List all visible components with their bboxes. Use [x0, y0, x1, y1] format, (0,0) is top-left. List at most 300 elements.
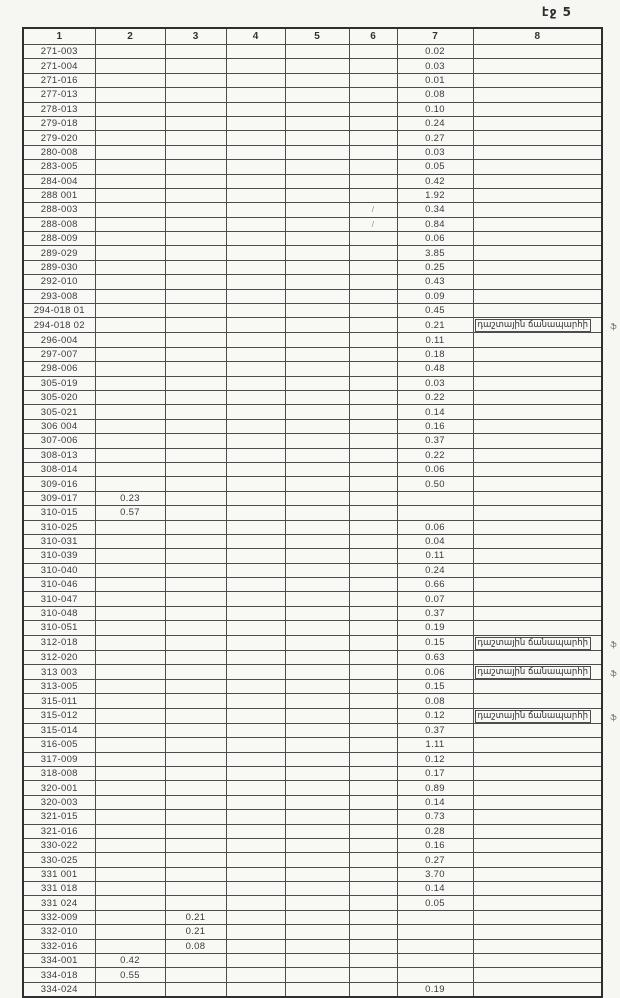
- cell-col6: [349, 376, 397, 390]
- cell-col7: 0.07: [397, 592, 473, 606]
- cell-col3: 0.21: [165, 910, 226, 924]
- cell-col8: [473, 592, 602, 606]
- cell-col4: [226, 318, 285, 333]
- table-row: [23, 45, 602, 59]
- cell-col3: [165, 795, 226, 809]
- table-row: [23, 116, 602, 130]
- cell-col2: [95, 635, 165, 650]
- cell-col2: [95, 853, 165, 867]
- cell-col6: [349, 665, 397, 680]
- cell-col6: [349, 448, 397, 462]
- table-row: [23, 635, 602, 650]
- cell-col4: [226, 188, 285, 202]
- cell-col4: [226, 304, 285, 318]
- cell-col1: 309-017: [23, 491, 95, 505]
- cell-col1: 283-005: [23, 160, 95, 174]
- cell-col3: [165, 434, 226, 448]
- cell-col8: [473, 304, 602, 318]
- cell-col3: [165, 160, 226, 174]
- cell-col1: 288-009: [23, 232, 95, 246]
- cell-col1: 315-014: [23, 723, 95, 737]
- cell-col8: [473, 217, 602, 231]
- cell-col8: [473, 434, 602, 448]
- cell-col3: [165, 621, 226, 635]
- cell-col7: 0.03: [397, 145, 473, 159]
- column-header-1: 1: [23, 28, 95, 45]
- table-row: [23, 752, 602, 766]
- cell-col2: [95, 534, 165, 548]
- cell-col1: 310-051: [23, 621, 95, 635]
- cell-col3: [165, 88, 226, 102]
- cell-col4: [226, 968, 285, 982]
- cell-col2: [95, 203, 165, 217]
- table-row: [23, 506, 602, 520]
- cell-col5: [285, 462, 349, 476]
- cell-col8: [473, 116, 602, 130]
- table-row: [23, 896, 602, 910]
- cell-col8: [473, 910, 602, 924]
- table-row: [23, 810, 602, 824]
- road-type-label: դաշտային ճանապարհի: [475, 637, 592, 650]
- cell-col8: [473, 73, 602, 87]
- cell-col4: [226, 347, 285, 361]
- table-row: [23, 419, 602, 433]
- cell-col6: [349, 781, 397, 795]
- cell-col5: [285, 824, 349, 838]
- cell-col3: [165, 376, 226, 390]
- cell-col8: [473, 405, 602, 419]
- cell-col2: [95, 145, 165, 159]
- cell-col7: 0.18: [397, 347, 473, 361]
- table-row: [23, 592, 602, 606]
- cell-col3: [165, 694, 226, 708]
- column-header-8: 8: [473, 28, 602, 45]
- cell-col4: [226, 116, 285, 130]
- cell-col6: [349, 45, 397, 59]
- table-row: [23, 102, 602, 116]
- cell-col8: [473, 606, 602, 620]
- cell-col3: [165, 275, 226, 289]
- cell-col8: [473, 867, 602, 881]
- cell-col5: [285, 795, 349, 809]
- cell-col3: [165, 477, 226, 491]
- cell-col8: [473, 665, 617, 680]
- cell-col2: [95, 896, 165, 910]
- cell-col4: [226, 275, 285, 289]
- cell-col7: 0.27: [397, 853, 473, 867]
- cell-col7: 0.27: [397, 131, 473, 145]
- cell-col7: 0.19: [397, 982, 473, 997]
- cell-col3: [165, 766, 226, 780]
- cell-col4: [226, 867, 285, 881]
- cell-col5: [285, 738, 349, 752]
- cell-col2: [95, 665, 165, 680]
- cell-col3: [165, 188, 226, 202]
- cell-col5: [285, 680, 349, 694]
- cell-col1: 284-004: [23, 174, 95, 188]
- cell-col5: [285, 882, 349, 896]
- cell-col7: 0.19: [397, 621, 473, 635]
- table-row: [23, 333, 602, 347]
- cell-col6: [349, 982, 397, 997]
- cell-col5: [285, 853, 349, 867]
- cell-col7: 0.02: [397, 45, 473, 59]
- cell-col7: 0.12: [397, 752, 473, 766]
- cell-col1: 296-004: [23, 333, 95, 347]
- cell-col4: [226, 781, 285, 795]
- cell-col6: [349, 362, 397, 376]
- cell-col7: 0.89: [397, 781, 473, 795]
- cell-col7: [397, 910, 473, 924]
- cell-col2: [95, 925, 165, 939]
- cell-col4: [226, 578, 285, 592]
- cell-col1: 305-021: [23, 405, 95, 419]
- cell-col4: [226, 506, 285, 520]
- cell-col5: [285, 982, 349, 997]
- cell-col5: [285, 723, 349, 737]
- cell-col2: [95, 824, 165, 838]
- table-row: [23, 376, 602, 390]
- cell-col8: [473, 896, 602, 910]
- cell-col5: [285, 896, 349, 910]
- cell-col7: 0.73: [397, 810, 473, 824]
- cell-col3: [165, 650, 226, 664]
- cell-col2: [95, 810, 165, 824]
- cell-col2: [95, 362, 165, 376]
- table-row: [23, 174, 602, 188]
- cell-col7: 0.10: [397, 102, 473, 116]
- margin-note: ֆ: [610, 322, 617, 332]
- cell-col1: 310-039: [23, 549, 95, 563]
- cell-col1: 317-009: [23, 752, 95, 766]
- cell-col7: 0.03: [397, 376, 473, 390]
- cell-col4: [226, 708, 285, 723]
- cell-col2: [95, 549, 165, 563]
- cell-col6: [349, 766, 397, 780]
- cell-col3: [165, 810, 226, 824]
- cell-col3: [165, 203, 226, 217]
- cell-col3: 0.08: [165, 939, 226, 953]
- cell-col7: 0.06: [397, 520, 473, 534]
- cell-col5: [285, 188, 349, 202]
- cell-col2: [95, 102, 165, 116]
- cell-col8: [473, 318, 617, 333]
- cell-col2: [95, 289, 165, 303]
- cell-col1: 278-013: [23, 102, 95, 116]
- table-row: [23, 160, 602, 174]
- cell-col7: 0.11: [397, 333, 473, 347]
- table-row: [23, 145, 602, 159]
- cell-col2: [95, 882, 165, 896]
- table-header-row: [23, 28, 602, 45]
- cell-col6: [349, 174, 397, 188]
- cell-col7: 3.85: [397, 246, 473, 260]
- cell-col7: 0.42: [397, 174, 473, 188]
- cell-col5: [285, 939, 349, 953]
- cell-col8: [473, 723, 602, 737]
- cell-col4: [226, 853, 285, 867]
- column-header-3: 3: [165, 28, 226, 45]
- cell-col2: [95, 59, 165, 73]
- cell-col3: [165, 289, 226, 303]
- cell-col3: [165, 968, 226, 982]
- cell-col3: [165, 708, 226, 723]
- cell-col8: [473, 174, 602, 188]
- cell-col6: [349, 563, 397, 577]
- cell-col1: 312-020: [23, 650, 95, 664]
- cell-col2: [95, 419, 165, 433]
- cell-col3: [165, 680, 226, 694]
- cell-col1: 308-013: [23, 448, 95, 462]
- cell-col7: 0.24: [397, 563, 473, 577]
- cell-col5: [285, 606, 349, 620]
- cell-col6: [349, 333, 397, 347]
- cell-col6: [349, 723, 397, 737]
- cell-col8: [473, 88, 602, 102]
- cell-col6: [349, 578, 397, 592]
- cell-col3: [165, 347, 226, 361]
- cell-col6: [349, 752, 397, 766]
- cell-col5: [285, 174, 349, 188]
- cell-col5: [285, 275, 349, 289]
- cell-col1: 334-018: [23, 968, 95, 982]
- cell-col3: [165, 174, 226, 188]
- cell-col7: 0.24: [397, 116, 473, 130]
- cell-col4: [226, 910, 285, 924]
- cell-col6: [349, 390, 397, 404]
- cell-col4: [226, 246, 285, 260]
- cell-col2: [95, 781, 165, 795]
- cell-col5: [285, 954, 349, 968]
- cell-col4: [226, 592, 285, 606]
- cell-col1: 321-016: [23, 824, 95, 838]
- cell-col6: [349, 232, 397, 246]
- cell-col8: [473, 390, 602, 404]
- cell-col7: 0.63: [397, 650, 473, 664]
- table-row: [23, 246, 602, 260]
- cell-col3: [165, 882, 226, 896]
- cell-col2: [95, 650, 165, 664]
- cell-col7: 0.01: [397, 73, 473, 87]
- cell-col7: 0.16: [397, 419, 473, 433]
- cell-col3: [165, 217, 226, 231]
- cell-col4: [226, 838, 285, 852]
- cell-col2: [95, 434, 165, 448]
- margin-note: ֆ: [610, 712, 617, 722]
- table-row: [23, 462, 602, 476]
- cell-col3: [165, 145, 226, 159]
- cell-col8: [473, 838, 602, 852]
- cell-col7: 0.06: [397, 665, 473, 680]
- cell-col6: [349, 910, 397, 924]
- cell-col1: 315-011: [23, 694, 95, 708]
- cell-col2: [95, 578, 165, 592]
- cell-col4: [226, 203, 285, 217]
- cell-col6: [349, 188, 397, 202]
- cell-col7: [397, 491, 473, 505]
- cell-col6: [349, 160, 397, 174]
- cell-col2: [95, 275, 165, 289]
- cell-col8: [473, 781, 602, 795]
- cell-col1: 332-016: [23, 939, 95, 953]
- cell-col1: 280-008: [23, 145, 95, 159]
- cell-col6: [349, 59, 397, 73]
- cell-col8: [473, 462, 602, 476]
- cell-col7: 0.03: [397, 59, 473, 73]
- cell-col5: [285, 506, 349, 520]
- cell-col2: [95, 174, 165, 188]
- cell-col7: 0.50: [397, 477, 473, 491]
- cell-col3: [165, 781, 226, 795]
- table-row: [23, 88, 602, 102]
- table-row: [23, 448, 602, 462]
- cell-col1: 334-024: [23, 982, 95, 997]
- cell-col7: [397, 954, 473, 968]
- cell-col7: 0.12: [397, 708, 473, 723]
- cell-col2: [95, 116, 165, 130]
- cell-col3: [165, 362, 226, 376]
- cell-col8: [473, 131, 602, 145]
- cell-col4: [226, 434, 285, 448]
- cell-col6: [349, 635, 397, 650]
- cell-col5: [285, 665, 349, 680]
- cell-col3: [165, 318, 226, 333]
- cell-col6: [349, 650, 397, 664]
- cell-col2: [95, 131, 165, 145]
- cell-col8: [473, 954, 602, 968]
- cell-col5: [285, 88, 349, 102]
- cell-col4: [226, 534, 285, 548]
- cell-col5: [285, 910, 349, 924]
- cell-col4: [226, 217, 285, 231]
- cell-col8: [473, 160, 602, 174]
- cell-col8: [473, 275, 602, 289]
- cell-col6: [349, 549, 397, 563]
- table-row: [23, 824, 602, 838]
- cell-col4: [226, 665, 285, 680]
- cell-col8: [473, 102, 602, 116]
- cell-col1: 331 001: [23, 867, 95, 881]
- cell-col8: [473, 260, 602, 274]
- cell-col6: [349, 275, 397, 289]
- cell-col4: [226, 563, 285, 577]
- cell-col5: [285, 217, 349, 231]
- cell-col5: [285, 563, 349, 577]
- cell-col5: [285, 59, 349, 73]
- table-row: [23, 939, 602, 953]
- cell-col1: 331 024: [23, 896, 95, 910]
- cell-col4: [226, 621, 285, 635]
- table-row: [23, 563, 602, 577]
- cell-col1: 315-012: [23, 708, 95, 723]
- cell-col6: [349, 347, 397, 361]
- cell-col5: [285, 477, 349, 491]
- cell-col2: [95, 766, 165, 780]
- cell-col4: [226, 376, 285, 390]
- cell-col2: [95, 838, 165, 852]
- cell-col2: [95, 680, 165, 694]
- cell-col6: [349, 795, 397, 809]
- cell-col7: 0.05: [397, 896, 473, 910]
- cell-col6: [349, 260, 397, 274]
- cell-col1: 294-018 02: [23, 318, 95, 333]
- cell-col1: 310-048: [23, 606, 95, 620]
- cell-col2: [95, 606, 165, 620]
- table-row: [23, 738, 602, 752]
- cell-col6: [349, 592, 397, 606]
- table-row: [23, 289, 602, 303]
- cell-col7: 0.14: [397, 882, 473, 896]
- cell-col8: [473, 506, 602, 520]
- cell-col1: 310-025: [23, 520, 95, 534]
- cell-col6: /: [349, 203, 397, 217]
- cell-col1: 271-016: [23, 73, 95, 87]
- column-header-7: 7: [397, 28, 473, 45]
- cell-col3: [165, 982, 226, 997]
- cell-col7: 1.11: [397, 738, 473, 752]
- cell-col4: [226, 333, 285, 347]
- cell-col7: 0.15: [397, 680, 473, 694]
- cell-col5: [285, 708, 349, 723]
- cell-col8: [473, 982, 602, 997]
- cell-col5: [285, 635, 349, 650]
- cell-col1: 309-016: [23, 477, 95, 491]
- cell-col2: [95, 160, 165, 174]
- cell-col1: 330-025: [23, 853, 95, 867]
- cell-col3: [165, 260, 226, 274]
- table-row: [23, 203, 602, 217]
- cell-col6: [349, 606, 397, 620]
- table-row: [23, 304, 602, 318]
- cell-col3: [165, 333, 226, 347]
- cell-col4: [226, 260, 285, 274]
- cell-col5: [285, 362, 349, 376]
- cell-col1: 321-015: [23, 810, 95, 824]
- cell-col3: [165, 506, 226, 520]
- cell-col8: [473, 694, 602, 708]
- cell-col4: [226, 88, 285, 102]
- cell-col1: 310-046: [23, 578, 95, 592]
- cell-col7: 0.04: [397, 534, 473, 548]
- cell-col7: 0.14: [397, 795, 473, 809]
- cell-col3: [165, 462, 226, 476]
- cell-col4: [226, 131, 285, 145]
- cell-col7: 0.06: [397, 232, 473, 246]
- table-row: [23, 390, 602, 404]
- cell-col5: [285, 592, 349, 606]
- cell-col3: [165, 45, 226, 59]
- table-row: [23, 578, 602, 592]
- cell-col8: [473, 362, 602, 376]
- cell-col7: 0.11: [397, 549, 473, 563]
- cell-col2: [95, 795, 165, 809]
- cell-col2: [95, 333, 165, 347]
- cell-col4: [226, 954, 285, 968]
- cell-col1: 288 001: [23, 188, 95, 202]
- cell-col3: [165, 954, 226, 968]
- cell-col2: [95, 477, 165, 491]
- table-row: [23, 954, 602, 968]
- cell-col1: 288-008: [23, 217, 95, 231]
- cell-col1: 294-018 01: [23, 304, 95, 318]
- cell-col3: [165, 752, 226, 766]
- table-row: [23, 723, 602, 737]
- cell-col4: [226, 795, 285, 809]
- cell-col7: 0.16: [397, 838, 473, 852]
- cell-col5: [285, 45, 349, 59]
- cell-col6: [349, 102, 397, 116]
- cell-col3: [165, 520, 226, 534]
